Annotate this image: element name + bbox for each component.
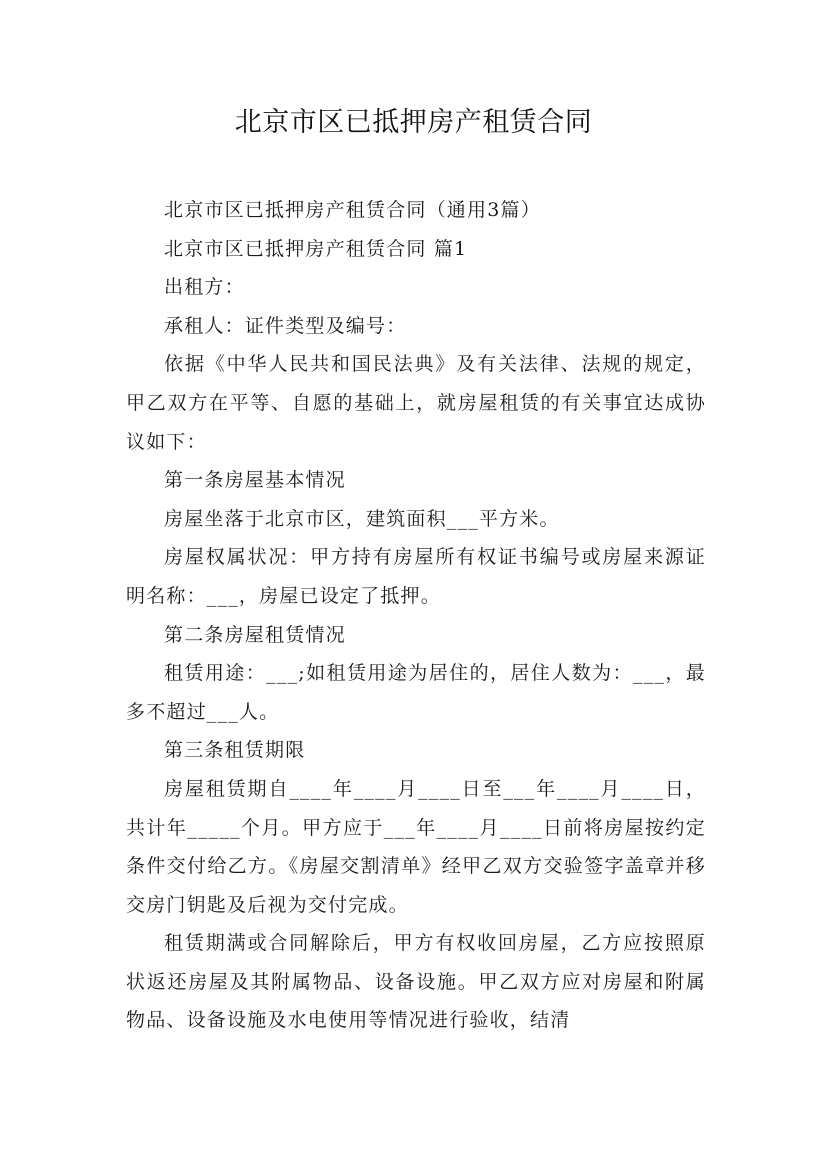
paragraph-house-location: 房屋坐落于北京市区，建筑面积___平方米。 [164,507,560,530]
paragraph-article-1-heading: 第一条房屋基本情况 [164,469,346,492]
paragraph-preamble: 依据《中华人民共和国民法典》及有关法律、法规的规定，甲乙双方在平等、自愿的基础上，就房屋租赁的有关事宜达成协议如下： [126,353,706,453]
paragraph-article-3-heading: 第三条租赁期限 [164,739,306,762]
paragraph-lessee: 承租人：证件类型及编号： [164,314,407,337]
paragraph-part-heading: 北京市区已抵押房产租赁合同 篇1 [164,237,468,260]
document-title: 北京市区已抵押房产租赁合同 [234,107,593,138]
paragraph-subtitle: 北京市区已抵押房产租赁合同（通用3篇） [164,199,541,221]
paragraph-article-2-heading: 第二条房屋租赁情况 [164,623,346,646]
paragraph-lease-expiry: 租赁期满或合同解除后，甲方有权收回房屋，乙方应按照原状返还房屋及其附属物品、设备设施。甲乙双方应对房屋和附属物品、设备设施及水电使用等情况进行验收，结清 [126,932,706,1032]
document-body [126,191,706,1040]
paragraph-ownership-status: 房屋权属状况：甲方持有房屋所有权证书编号或房屋来源证明名称：___，房屋已设定了抵押。 [126,546,706,607]
paragraph-lease-purpose: 租赁用途：___;如租赁用途为居住的，居住人数为：___，最多不超过___人。 [126,662,706,723]
paragraph-lease-period: 房屋租赁期自____年____月____日至___年____月____日，共计年_____个月。甲方应于___年____月____日前将房屋按约定条件交付给乙方。《房屋交割清单》经甲乙双方交验签字盖章并移交房门钥匙及后视为交付完成。 [126,777,706,916]
paragraph-lessor: 出租方： [164,276,245,299]
